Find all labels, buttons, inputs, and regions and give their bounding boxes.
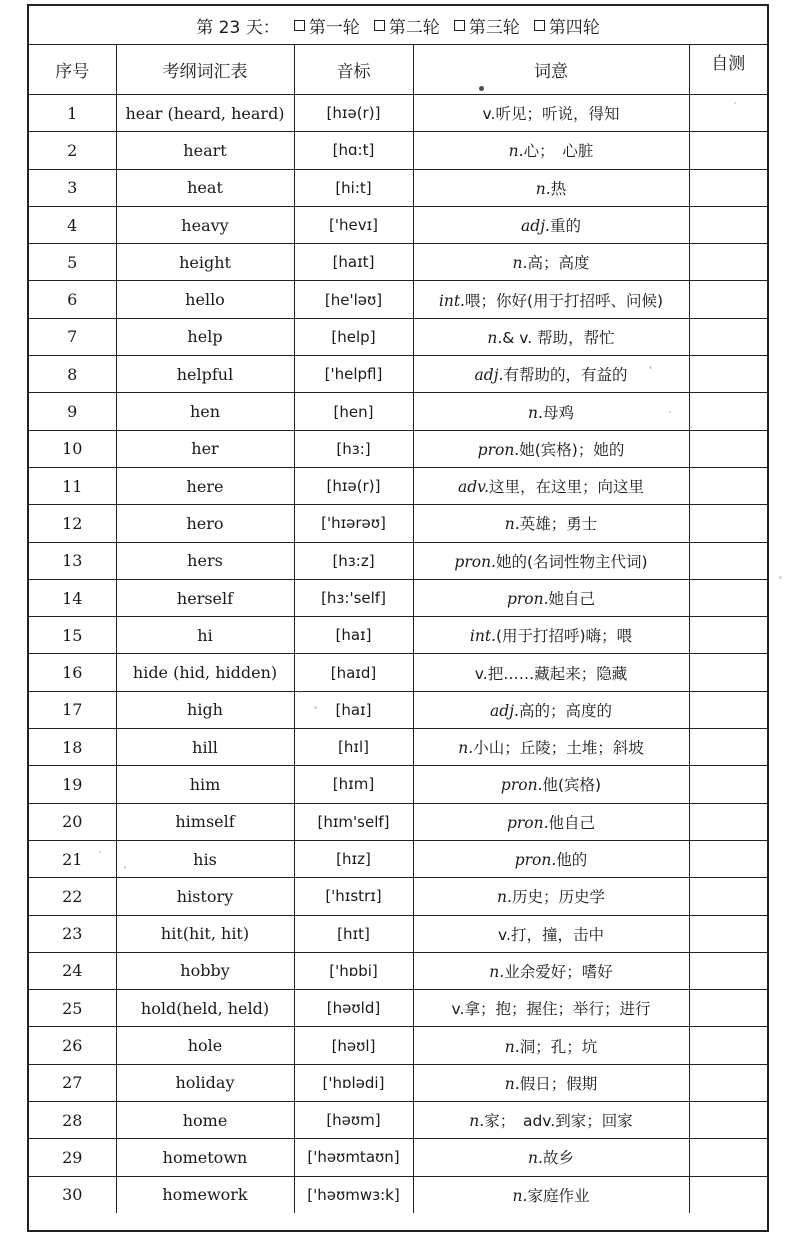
table-row bbox=[29, 467, 767, 504]
table-row bbox=[29, 654, 767, 691]
meaning-cell bbox=[413, 840, 689, 877]
self-test-cell[interactable] bbox=[689, 169, 767, 206]
meaning: 故乡 bbox=[542, 1149, 574, 1168]
phonetic: ['hevɪ] bbox=[294, 206, 413, 243]
meaning: 假日；假期 bbox=[519, 1074, 598, 1093]
self-test-cell[interactable] bbox=[689, 766, 767, 803]
meaning-cell bbox=[413, 1027, 689, 1064]
row-number: 1 bbox=[29, 95, 116, 132]
phonetic: [hɪə(r)] bbox=[294, 467, 413, 504]
phonetic: [hɪl] bbox=[294, 729, 413, 766]
phonetic: [haɪt] bbox=[294, 244, 413, 281]
vocab-word: hit(hit, hit) bbox=[116, 915, 294, 952]
row-number: 9 bbox=[29, 393, 116, 430]
phonetic: ['hɒbi] bbox=[294, 952, 413, 989]
self-test-cell[interactable] bbox=[689, 393, 767, 430]
title-row bbox=[29, 6, 767, 45]
row-number: 10 bbox=[29, 430, 116, 467]
row-number: 2 bbox=[29, 132, 116, 169]
table-row bbox=[29, 281, 767, 318]
meaning-cell bbox=[413, 542, 689, 579]
round-3[interactable] bbox=[454, 13, 520, 38]
table-row bbox=[29, 169, 767, 206]
meaning-cell bbox=[413, 1102, 689, 1139]
phonetic: ['hɪərəʊ] bbox=[294, 505, 413, 542]
part-of-speech: n. bbox=[508, 142, 524, 161]
row-number: 18 bbox=[29, 729, 116, 766]
vocab-word: heart bbox=[116, 132, 294, 169]
meaning-cell bbox=[413, 505, 689, 542]
checkbox-icon[interactable] bbox=[374, 20, 385, 31]
meaning: & v. 帮助，帮忙 bbox=[502, 328, 615, 347]
table-row bbox=[29, 840, 767, 877]
table-row bbox=[29, 132, 767, 169]
table-row bbox=[29, 318, 767, 355]
meaning: 高；高度 bbox=[527, 254, 590, 273]
phonetic: [he'ləʊ] bbox=[294, 281, 413, 318]
table-row bbox=[29, 1102, 767, 1139]
meaning-cell bbox=[413, 915, 689, 952]
part-of-speech: n. bbox=[512, 254, 528, 273]
vocab-word: him bbox=[116, 766, 294, 803]
self-test-cell[interactable] bbox=[689, 803, 767, 840]
vocab-word: helpful bbox=[116, 356, 294, 393]
self-test-cell[interactable] bbox=[689, 617, 767, 654]
vocab-word: hill bbox=[116, 729, 294, 766]
part-of-speech: pron. bbox=[514, 851, 557, 870]
self-test-cell[interactable] bbox=[689, 729, 767, 766]
checkbox-icon[interactable] bbox=[454, 20, 465, 31]
part-of-speech: n. bbox=[487, 328, 503, 347]
part-of-speech: n. bbox=[504, 1037, 520, 1056]
row-number: 27 bbox=[29, 1064, 116, 1101]
meaning-cell bbox=[413, 617, 689, 654]
table-row bbox=[29, 542, 767, 579]
vocab-word: himself bbox=[116, 803, 294, 840]
self-test-cell[interactable] bbox=[689, 281, 767, 318]
self-test-cell[interactable] bbox=[689, 1027, 767, 1064]
meaning-cell bbox=[413, 430, 689, 467]
table-row bbox=[29, 1139, 767, 1176]
phonetic: [hɪm'self] bbox=[294, 803, 413, 840]
vocab-word: heat bbox=[116, 169, 294, 206]
vocabulary-sheet bbox=[27, 4, 769, 1232]
self-test-cell[interactable] bbox=[689, 356, 767, 393]
row-number: 16 bbox=[29, 654, 116, 691]
row-number: 15 bbox=[29, 617, 116, 654]
vocab-word: her bbox=[116, 430, 294, 467]
part-of-speech: pron. bbox=[506, 813, 549, 832]
table-row bbox=[29, 244, 767, 281]
part-of-speech: adv. bbox=[457, 478, 489, 497]
table-row bbox=[29, 691, 767, 728]
row-number: 17 bbox=[29, 691, 116, 728]
phonetic: ['həʊmwɜ:k] bbox=[294, 1176, 413, 1213]
self-test-cell[interactable] bbox=[689, 206, 767, 243]
phonetic: [hi:t] bbox=[294, 169, 413, 206]
phonetic: ['hɪstrɪ] bbox=[294, 878, 413, 915]
col-header-phonetic: 音标 bbox=[294, 45, 413, 95]
meaning: 高的；高度的 bbox=[518, 701, 612, 720]
vocab-word: hometown bbox=[116, 1139, 294, 1176]
table-row bbox=[29, 505, 767, 542]
self-test-cell[interactable] bbox=[689, 840, 767, 877]
part-of-speech: n. bbox=[504, 1074, 520, 1093]
part-of-speech: adj. bbox=[490, 701, 519, 720]
vocab-word: hide (hid, hidden) bbox=[116, 654, 294, 691]
table-row bbox=[29, 766, 767, 803]
row-number: 14 bbox=[29, 579, 116, 616]
self-test-cell[interactable] bbox=[689, 505, 767, 542]
self-test-cell[interactable] bbox=[689, 990, 767, 1027]
vocab-word: height bbox=[116, 244, 294, 281]
phonetic: [hɜ:] bbox=[294, 430, 413, 467]
phonetic: [hɪm] bbox=[294, 766, 413, 803]
meaning-cell bbox=[413, 169, 689, 206]
meaning-cell bbox=[413, 878, 689, 915]
scan-speck bbox=[299, 691, 301, 693]
row-number: 22 bbox=[29, 878, 116, 915]
phonetic: [help] bbox=[294, 318, 413, 355]
table-row bbox=[29, 617, 767, 654]
round-label: 第二轮 bbox=[388, 17, 440, 38]
col-header-meaning: 词意 bbox=[413, 45, 689, 95]
meaning-cell bbox=[413, 206, 689, 243]
table-row bbox=[29, 1027, 767, 1064]
table-row bbox=[29, 952, 767, 989]
phonetic: [hɪt] bbox=[294, 915, 413, 952]
part-of-speech: int. bbox=[438, 291, 465, 310]
row-number: 28 bbox=[29, 1102, 116, 1139]
meaning: 心； 心脏 bbox=[523, 142, 594, 161]
phonetic: [haɪd] bbox=[294, 654, 413, 691]
phonetic: [hɪz] bbox=[294, 840, 413, 877]
vocab-word: hen bbox=[116, 393, 294, 430]
round-label: 第一轮 bbox=[308, 17, 360, 38]
round-2[interactable] bbox=[374, 13, 440, 38]
table-body bbox=[29, 95, 767, 1213]
scan-speck bbox=[99, 851, 101, 853]
vocab-word: hello bbox=[116, 281, 294, 318]
meaning: (用于打招呼)嗨；喂 bbox=[496, 627, 633, 646]
part-of-speech: n. bbox=[489, 962, 505, 981]
vocab-word: hold(held, held) bbox=[116, 990, 294, 1027]
phonetic: [hɪə(r)] bbox=[294, 95, 413, 132]
part-of-speech: n. bbox=[528, 1149, 543, 1168]
self-test-cell[interactable] bbox=[689, 1176, 767, 1213]
table-row bbox=[29, 1064, 767, 1101]
self-test-cell[interactable] bbox=[689, 878, 767, 915]
row-number: 20 bbox=[29, 803, 116, 840]
meaning-cell bbox=[413, 318, 689, 355]
row-number: 30 bbox=[29, 1176, 116, 1213]
row-number: 26 bbox=[29, 1027, 116, 1064]
self-test-cell[interactable] bbox=[689, 952, 767, 989]
self-test-cell[interactable] bbox=[689, 132, 767, 169]
meaning: 英雄；勇士 bbox=[519, 515, 598, 534]
vocab-word: hole bbox=[116, 1027, 294, 1064]
meaning-cell bbox=[413, 393, 689, 430]
part-of-speech: n. bbox=[458, 739, 474, 758]
phonetic: [həʊld] bbox=[294, 990, 413, 1027]
row-number: 25 bbox=[29, 990, 116, 1027]
meaning: 他(宾格) bbox=[542, 776, 602, 795]
table-row bbox=[29, 206, 767, 243]
row-number: 23 bbox=[29, 915, 116, 952]
phonetic: [haɪ] bbox=[294, 691, 413, 728]
col-header-word: 考纲词汇表 bbox=[116, 45, 294, 95]
meaning-cell bbox=[413, 579, 689, 616]
row-number: 12 bbox=[29, 505, 116, 542]
phonetic: [həʊm] bbox=[294, 1102, 413, 1139]
self-test-cell[interactable] bbox=[689, 318, 767, 355]
self-test-cell[interactable] bbox=[689, 1064, 767, 1101]
vocab-word: holiday bbox=[116, 1064, 294, 1101]
part-of-speech: n. bbox=[504, 515, 520, 534]
meaning-cell bbox=[413, 691, 689, 728]
meaning: 小山；丘陵；土堆；斜坡 bbox=[473, 739, 644, 758]
self-test-cell[interactable] bbox=[689, 915, 767, 952]
row-number: 24 bbox=[29, 952, 116, 989]
meaning: 历史；历史学 bbox=[511, 888, 605, 907]
part-of-speech: n. bbox=[528, 403, 543, 422]
table-row bbox=[29, 95, 767, 132]
self-test-cell[interactable] bbox=[689, 95, 767, 132]
meaning: 她自己 bbox=[548, 590, 596, 608]
phonetic: [haɪ] bbox=[294, 617, 413, 654]
meaning: 母鸡 bbox=[542, 403, 574, 422]
meaning: v.把……藏起来；隐藏 bbox=[474, 664, 628, 683]
meaning: v.打，撞，击中 bbox=[498, 925, 604, 944]
scan-speck bbox=[649, 366, 652, 369]
part-of-speech: int. bbox=[469, 627, 496, 646]
meaning: 重的 bbox=[549, 217, 581, 236]
vocab-word: history bbox=[116, 878, 294, 915]
self-test-cell[interactable] bbox=[689, 654, 767, 691]
day-label: 第 23 天： bbox=[196, 17, 280, 38]
part-of-speech: adj. bbox=[521, 217, 550, 236]
phonetic: [hɜ:z] bbox=[294, 542, 413, 579]
meaning: 喂；你好(用于打招呼、问候) bbox=[465, 291, 664, 310]
part-of-speech: adj. bbox=[474, 366, 504, 385]
table-row bbox=[29, 430, 767, 467]
meaning: v.听见；听说，得知 bbox=[482, 105, 620, 124]
vocab-word: heavy bbox=[116, 206, 294, 243]
meaning-cell bbox=[413, 766, 689, 803]
vocab-word: high bbox=[116, 691, 294, 728]
meaning-cell bbox=[413, 356, 689, 393]
phonetic: [hen] bbox=[294, 393, 413, 430]
meaning-cell bbox=[413, 1176, 689, 1213]
vocabulary-table bbox=[29, 45, 767, 1213]
meaning-cell bbox=[413, 1064, 689, 1101]
self-test-cell[interactable] bbox=[689, 1102, 767, 1139]
self-test-cell[interactable] bbox=[689, 467, 767, 504]
meaning: 这里，在这里；向这里 bbox=[489, 478, 645, 497]
round-label: 第三轮 bbox=[468, 17, 520, 38]
scan-speck bbox=[314, 706, 317, 709]
row-number: 8 bbox=[29, 356, 116, 393]
part-of-speech: pron. bbox=[477, 440, 520, 459]
table-row bbox=[29, 729, 767, 766]
meaning-cell bbox=[413, 654, 689, 691]
vocab-word: home bbox=[116, 1102, 294, 1139]
meaning: 业余爱好；嗜好 bbox=[504, 962, 613, 981]
round-4[interactable] bbox=[534, 13, 600, 38]
scan-speck bbox=[479, 86, 484, 91]
part-of-speech: pron. bbox=[500, 776, 543, 795]
row-number: 21 bbox=[29, 840, 116, 877]
meaning-cell bbox=[413, 1139, 689, 1176]
phonetic: ['hɒlədi] bbox=[294, 1064, 413, 1101]
meaning: 她的(名词性物主代词) bbox=[495, 552, 648, 571]
col-header-number: 序号 bbox=[29, 45, 116, 95]
table-row bbox=[29, 356, 767, 393]
vocab-word: hi bbox=[116, 617, 294, 654]
row-number: 6 bbox=[29, 281, 116, 318]
meaning: 他的 bbox=[556, 851, 588, 870]
phonetic: [hɜ:'self] bbox=[294, 579, 413, 616]
meaning-cell bbox=[413, 729, 689, 766]
phonetic: ['həʊmtaʊn] bbox=[294, 1139, 413, 1176]
scan-speck bbox=[669, 411, 671, 413]
meaning-cell bbox=[413, 467, 689, 504]
vocab-word: hear (heard, heard) bbox=[116, 95, 294, 132]
col-header-self-test: 自测 bbox=[689, 45, 767, 95]
meaning: 他自己 bbox=[548, 813, 596, 832]
round-label: 第四轮 bbox=[548, 17, 600, 38]
self-test-cell[interactable] bbox=[689, 430, 767, 467]
meaning: 她(宾格)；她的 bbox=[519, 440, 625, 459]
self-test-cell[interactable] bbox=[689, 579, 767, 616]
vocab-word: hers bbox=[116, 542, 294, 579]
vocab-word: help bbox=[116, 318, 294, 355]
scan-speck bbox=[124, 866, 126, 869]
self-test-cell[interactable] bbox=[689, 542, 767, 579]
row-number: 3 bbox=[29, 169, 116, 206]
self-test-cell[interactable] bbox=[689, 691, 767, 728]
vocab-word: here bbox=[116, 467, 294, 504]
meaning: 家； adv.到家；回家 bbox=[484, 1112, 633, 1131]
row-number: 13 bbox=[29, 542, 116, 579]
vocab-word: hobby bbox=[116, 952, 294, 989]
table-header-row bbox=[29, 45, 767, 95]
vocab-word: his bbox=[116, 840, 294, 877]
part-of-speech: n. bbox=[469, 1112, 485, 1131]
vocab-word: hero bbox=[116, 505, 294, 542]
meaning: v.拿；抱；握住；举行；进行 bbox=[451, 1000, 651, 1019]
scan-speck bbox=[734, 102, 736, 104]
table-row bbox=[29, 990, 767, 1027]
phonetic: [həʊl] bbox=[294, 1027, 413, 1064]
row-number: 7 bbox=[29, 318, 116, 355]
part-of-speech: pron. bbox=[506, 590, 549, 608]
vocab-word: homework bbox=[116, 1176, 294, 1213]
phonetic: ['helpfl] bbox=[294, 356, 413, 393]
meaning-cell bbox=[413, 244, 689, 281]
meaning: 热 bbox=[550, 179, 567, 198]
row-number: 4 bbox=[29, 206, 116, 243]
row-number: 19 bbox=[29, 766, 116, 803]
table-row bbox=[29, 1176, 767, 1213]
table-row bbox=[29, 393, 767, 430]
meaning-cell bbox=[413, 132, 689, 169]
table-row bbox=[29, 579, 767, 616]
checkbox-icon[interactable] bbox=[294, 20, 305, 31]
checkbox-icon[interactable] bbox=[534, 20, 545, 31]
row-number: 11 bbox=[29, 467, 116, 504]
meaning-cell bbox=[413, 952, 689, 989]
table-row bbox=[29, 803, 767, 840]
meaning-cell bbox=[413, 281, 689, 318]
scan-speck bbox=[779, 576, 782, 579]
vocab-word: herself bbox=[116, 579, 294, 616]
self-test-cell[interactable] bbox=[689, 244, 767, 281]
part-of-speech: pron. bbox=[454, 552, 496, 571]
meaning: 洞；孔；坑 bbox=[519, 1037, 598, 1056]
meaning-cell bbox=[413, 95, 689, 132]
part-of-speech: n. bbox=[497, 888, 512, 907]
meaning-cell bbox=[413, 990, 689, 1027]
phonetic: [hɑ:t] bbox=[294, 132, 413, 169]
meaning-cell bbox=[413, 803, 689, 840]
scan-speck bbox=[689, 426, 692, 428]
row-number: 29 bbox=[29, 1139, 116, 1176]
meaning: 家庭作业 bbox=[527, 1186, 590, 1205]
table-row bbox=[29, 915, 767, 952]
table-row bbox=[29, 878, 767, 915]
self-test-cell[interactable] bbox=[689, 1139, 767, 1176]
part-of-speech: n. bbox=[512, 1186, 528, 1205]
meaning: 有帮助的，有益的 bbox=[503, 366, 628, 385]
part-of-speech: n. bbox=[535, 179, 551, 198]
round-1[interactable] bbox=[294, 13, 360, 38]
row-number: 5 bbox=[29, 244, 116, 281]
